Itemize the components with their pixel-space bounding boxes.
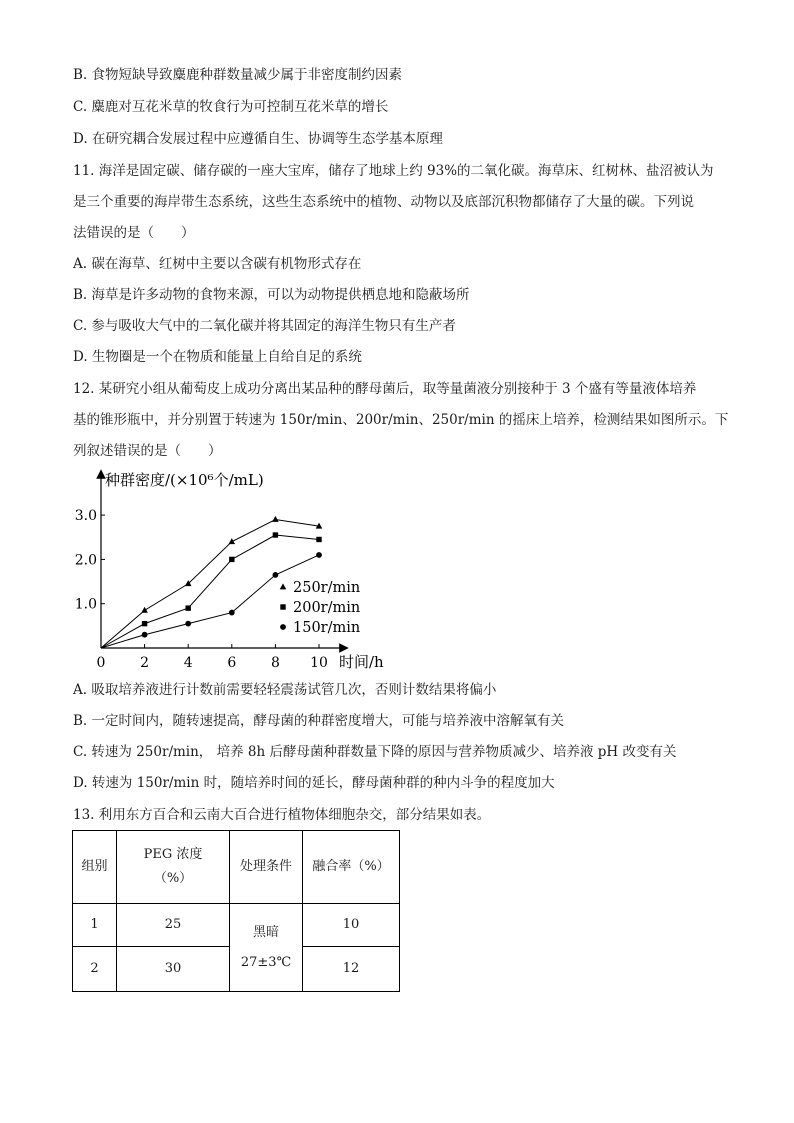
cell-group: 2 [73,947,117,992]
data-point-150r/min [229,610,235,616]
question-11-option-d: D. 生物圈是一个在物质和能量上自给自足的系统 [73,349,362,365]
data-point-250r/min [141,607,148,613]
x-tick-label: 10 [310,655,328,671]
table-header-row [73,831,400,904]
condition-line-2: 27±3℃ [240,954,292,970]
header-rate: 融合率（%） [303,831,400,904]
cell-group: 1 [73,904,117,947]
question-11-option-b: B. 海草是许多动物的食物来源，可以为动物提供栖息地和隐蔽场所 [73,287,470,303]
data-point-200r/min [229,557,234,562]
question-12-line-1: 12. 某研究小组从葡萄皮上成功分离出某品种的酵母菌后，取等量菌液分别接种于 3 个盛有等量液体培养 [73,381,697,397]
y-tick-label: 1.0 [74,596,97,613]
question-11-option-a: A. 碳在海草、红树中主要以含碳有机物形式存在 [73,256,362,272]
data-point-200r/min [273,532,278,537]
header-peg-line-1: PEG 浓度 [143,847,203,862]
legend-marker-150r/min [280,624,286,630]
question-13-line-1: 13. 利用东方百合和云南大百合进行植物体细胞杂交，部分结果如表。 [73,807,491,823]
question-11-line-2: 是三个重要的海岸带生态系统，这些生态系统中的植物、动物以及底部沉积物都储存了大量的碳。下列说 [73,194,694,210]
question-12-option-b: B. 一定时间内，随转速提高，酵母菌的种群密度增大，可能与培养液中溶解氧有关 [73,713,565,729]
text-line-b: B. 食物短缺导致麋鹿种群数量减少属于非密度制约因素 [73,67,403,83]
question-12-line-2: 基的锥形瓶中，并分别置于转速为 150r/min、200r/min、250r/min 的摇床上培养，检测结果如图所示。下 [73,412,729,428]
table-row [73,904,400,947]
population-density-chart [74,466,384,674]
question-12-option-d: D. 转速为 150r/min 时，随培养时间的延长，酵母菌种群的种内斗争的程度加大 [73,775,555,791]
question-11-line-3: 法错误的是（ ） [73,225,195,241]
x-tick-label: 4 [183,655,193,671]
x-tick-label: 0 [96,655,106,671]
header-peg-line-2: （%） [153,871,193,886]
question-12-line-3: 列叙述错误的是（ ） [73,443,222,459]
data-point-150r/min [273,572,279,578]
x-tick-label: 8 [270,655,280,671]
cell-rate: 12 [303,947,400,992]
cell-peg: 30 [117,947,230,992]
y-tick-label: 2.0 [74,552,97,569]
header-group: 组别 [73,831,117,904]
question-11-option-c: C. 参与吸收大气中的二氧化碳并将其固定的海洋生物只有生产者 [73,318,456,334]
header-peg [117,831,230,904]
legend-label: 150r/min [293,620,361,636]
cell-condition [230,904,303,992]
legend-label: 200r/min [293,600,361,616]
series-line-150r/min [101,555,319,648]
text-line-c: C. 麋鹿对互花米草的牧食行为可控制互花米草的增长 [73,99,389,115]
data-point-150r/min [185,621,191,627]
legend-marker-250r/min [280,583,287,589]
data-table [72,830,400,992]
x-axis-label: 时间/h [339,653,384,671]
question-12-option-c: C. 转速为 250r/min， 培养 8h 后酵母菌种群数量下降的原因与营养物质减少、培养液 pH 改变有关 [73,744,677,760]
question-12-option-a: A. 吸取培养液进行计数前需要轻轻震荡试管几次，否则计数结果将偏小 [73,682,497,698]
data-point-200r/min [316,537,321,542]
y-axis-label: 种群密度/(×10⁶个/mL) [105,471,264,489]
cell-peg: 25 [117,904,230,947]
condition-line-1: 黑暗 [252,924,279,940]
cell-rate: 10 [303,904,400,947]
data-point-250r/min [229,538,236,544]
series-line-200r/min [101,535,319,648]
header-condition: 处理条件 [230,831,303,904]
data-point-200r/min [142,621,147,626]
data-point-150r/min [142,632,148,638]
question-11-line-1: 11. 海洋是固定碳、储存碳的一座大宝库，储存了地球上约 93%的二氧化碳。海草床、红树林、盐沼被认为 [73,163,714,179]
text-line-d: D. 在研究耦合发展过程中应遵循自生、协调等生态学基本原理 [73,131,443,147]
data-point-150r/min [316,552,322,558]
x-tick-label: 2 [140,655,150,671]
data-point-200r/min [186,605,191,610]
y-tick-label: 3.0 [74,508,97,525]
data-point-250r/min [272,516,279,522]
x-tick-label: 6 [227,655,237,671]
legend-marker-200r/min [280,604,285,609]
legend-label: 250r/min [293,580,361,596]
